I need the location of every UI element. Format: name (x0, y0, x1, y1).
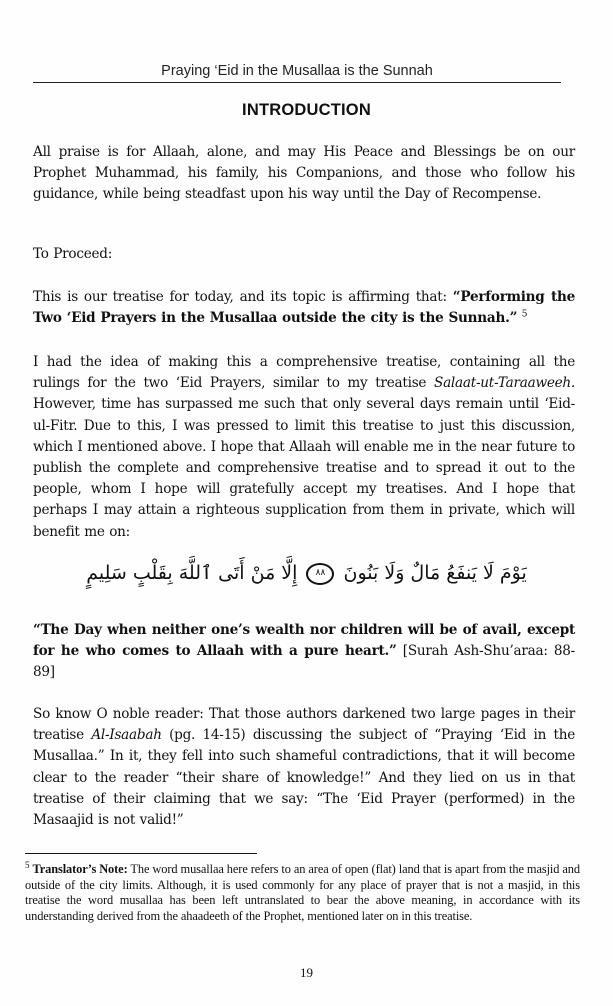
footnote-rule (25, 853, 257, 854)
running-head: Praying ‘Eid in the Musallaa is the Sunnah (161, 63, 433, 79)
paragraph-verse-translation (33, 620, 575, 684)
paragraph-noble-reader (33, 704, 575, 831)
footnote-text: The word musallaa here refers to an area of open (flat) land that is apart from the masjid and outside of the city limits. Although, it is used commonly for any place of prayer that is not a masjid, in this treatise the word musallaa has been left untranslated to bear the above meaning, in accordance with its understanding derived from the ahaadeeth of the Prophet, mentioned later on in this treatise. (25, 862, 580, 923)
arabic-verse (0, 562, 613, 585)
ayah-number-marker: ٨٨ (306, 563, 334, 585)
topic-lead-text: This is our treatise for today, and its topic is affirming that: (33, 289, 453, 305)
treatise-title-isaabah: Al-Isaabah (91, 727, 162, 744)
paragraph-praise: All praise is for Allaah, alone, and may His Peace and Blessings be on our Prophet Muhammad, his family, his Companions, and those who follow his guidance, while being steadfast upon his way until the Day of Recompense. (33, 144, 575, 203)
footnote-number: 5 (25, 859, 30, 870)
header-rule (33, 82, 561, 83)
reader-text-a: So know O noble reader: That those authors darkened two large pages in their treatise (33, 706, 575, 744)
page-number: 19 (300, 965, 313, 980)
reader-text-b: (pg. 14-15) discussing the subject of “Praying ‘Eid in the Musallaa.” In it, they fell into such shameful contradictions, that it will become clear to the reader “their share of knowledge!” And they lied on us in that treatise of their claiming that we say: “The ‘Eid Prayer (performed) in the Masaajid is not valid!” (33, 727, 575, 829)
verse-translation: “The Day when neither one’s wealth nor children will be of avail, except for he who comes to Allaah with a pure heart.” (33, 622, 575, 660)
footnote-label: Translator’s Note: (32, 862, 128, 876)
arabic-verse-part1: يَوْمَ لَا يَنفَعُ مَالٌ وَلَا بَنُونَ (343, 562, 527, 584)
topic-statement: “Performing the Two ‘Eid Prayers in the Musallaa outside the city is the Sunnah.” (33, 289, 575, 327)
paragraph-treatise-idea (33, 352, 575, 543)
section-heading: INTRODUCTION (242, 101, 371, 119)
paragraph-topic (33, 287, 575, 329)
verse-reference: [Surah Ash-Shu’araa: 88-89] (33, 643, 575, 681)
footnote-reference[interactable]: 5 (521, 309, 528, 320)
treatise-text-b: However, time has surpassed me such that only several days remain until ‘Eid-ul-Fitr. Due to this, I was pressed to limit this treatise to just this discussion, which I mentioned above. I hope that Allaah will enable me in the near future to publish the complete and comprehensive treatise and to spread it out to the people, whom I hope will gratefully accept my treatises. And I hope that perhaps I may attain a righteous supplication from them in private, which will benefit me on: (33, 396, 575, 540)
treatise-title-salaat: Salaat-ut-Taraaweeh. (434, 375, 575, 392)
arabic-verse-part2: إِلَّا مَنْ أَتَى ٱللَّهَ بِقَلْبٍ سَلِيمٍ (86, 562, 298, 584)
footnote (25, 859, 580, 924)
paragraph-to-proceed: To Proceed: (33, 246, 113, 262)
treatise-text-a: I had the idea of making this a comprehensive treatise, containing all the rulings for the two ‘Eid Prayers, similar to my treatise (33, 354, 575, 392)
